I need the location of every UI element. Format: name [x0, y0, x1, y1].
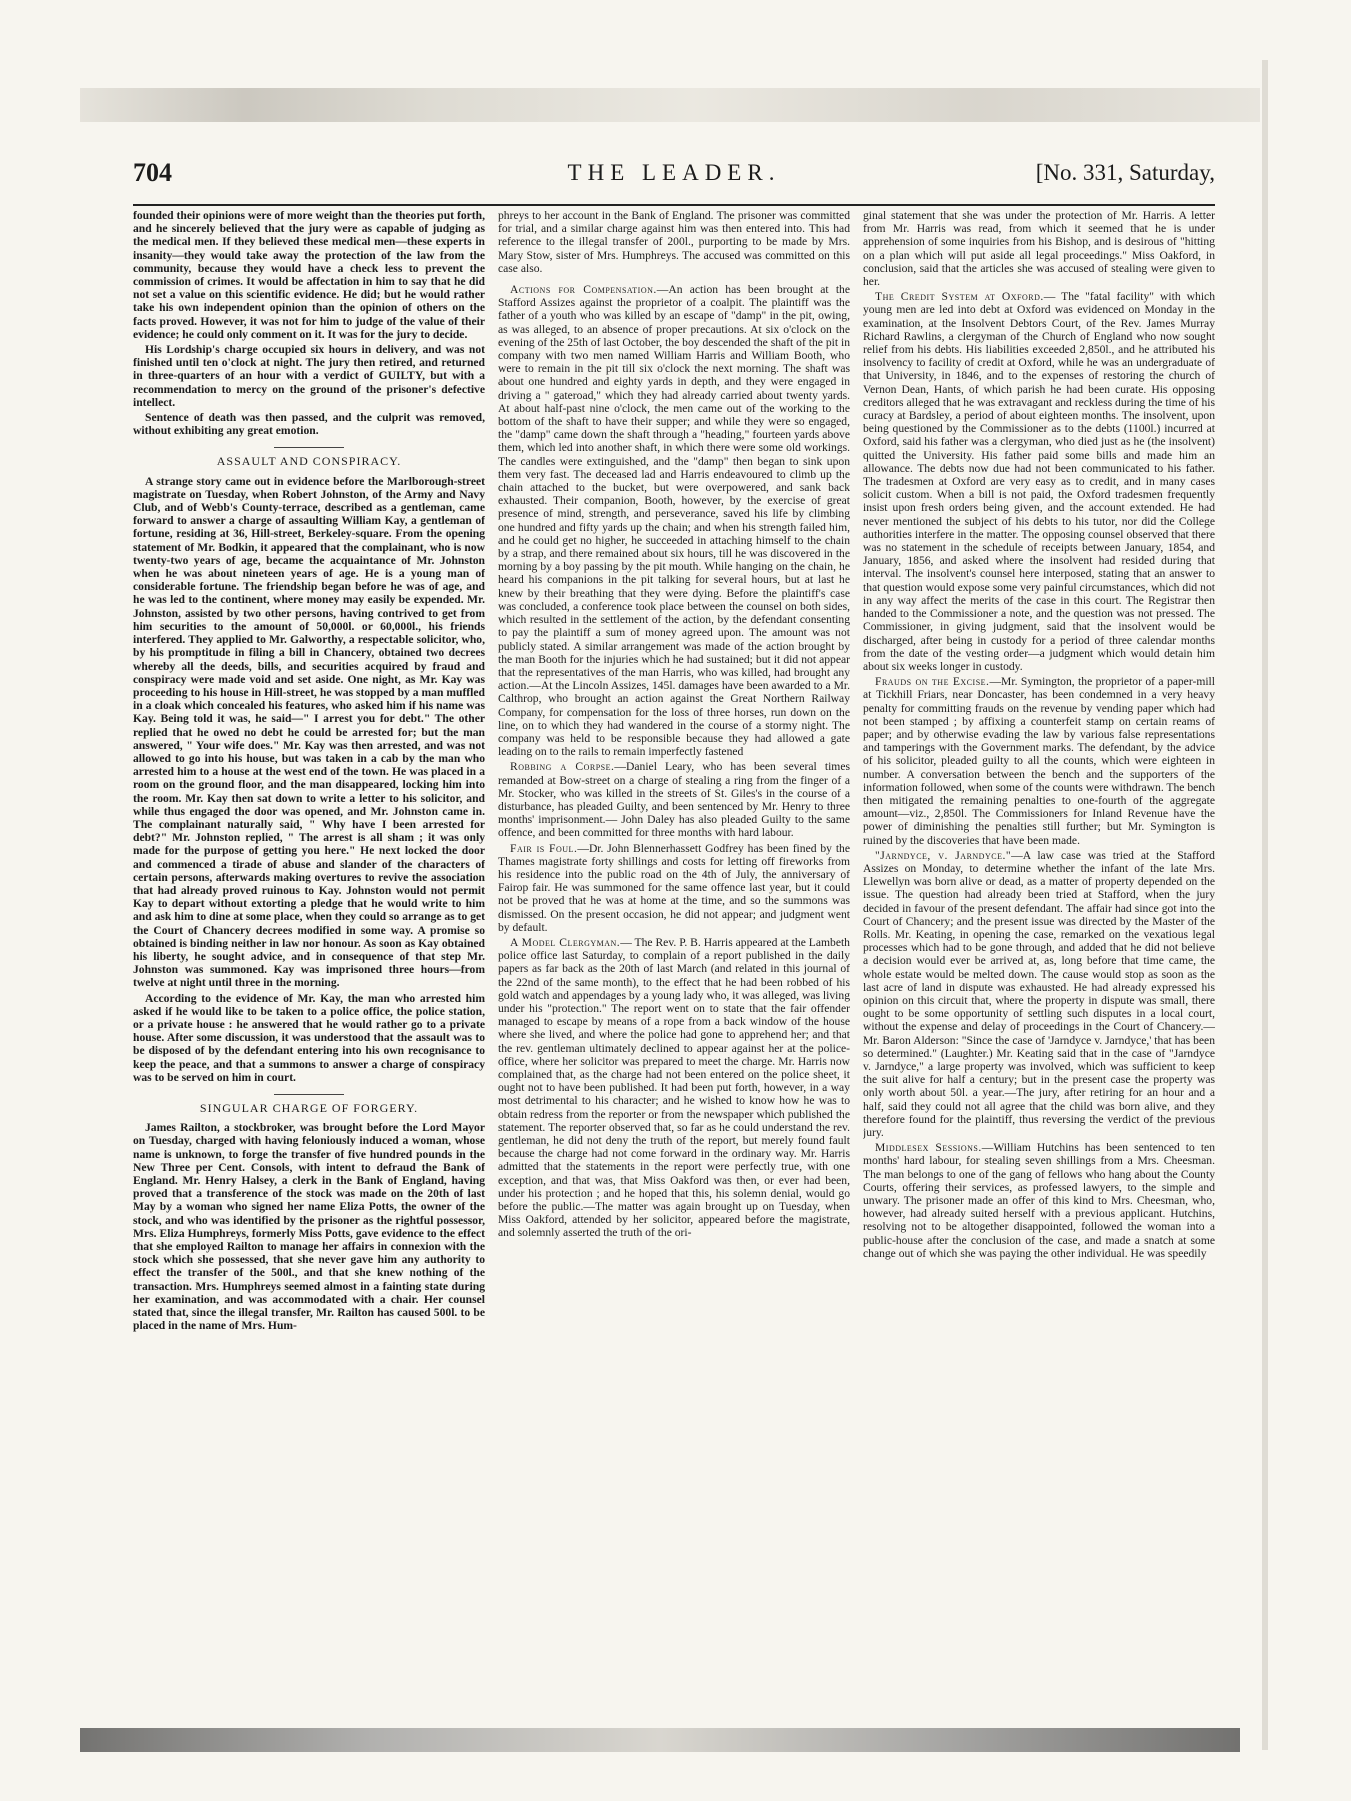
- paragraph: Middlesex Sessions.—William Hutchins has been sentenced to ten months' hard labour, for stealing seven shillings from a Mrs. Cheesman. The man belongs to one of the gang of fellows who hang about the County Courts, offering their services, as professed lawyers, to the simple and unwary. The prisoner made an offer of this kind to Mrs. Cheesman, who, however, had already suited herself with a previous applicant. Hutchins, resolving not to be altogether disappointed, followed the woman into a public-house after the conclusion of the case, and made a snatch at some change out of which she was paying the other individual. He was speedily: [863, 1141, 1215, 1260]
- run-in-heading: Actions for Compensation.: [510, 283, 657, 297]
- run-in-heading: The Credit System at Oxford.: [875, 290, 1044, 304]
- paragraph: According to the evidence of Mr. Kay, the man who arrested him asked if he would like to be taken to a police office, the police station, or a private house : he answered that he would rather go to a private house. After some discussion, it was understood that the assault was to be disposed of by the defendant entering into his own recognisance to keep the peace, and that a summons to answer a charge of conspiracy was to be served on him in court.: [133, 991, 485, 1084]
- section-heading-assault: ASSAULT AND CONSPIRACY.: [133, 447, 485, 468]
- paragraph: Robbing a Corpse.—Daniel Leary, who has been several times remanded at Bow-street on a charge of stealing a ring from the finger of a Mr. Stocker, who was killed in the streets of St. Giles's in the course of a disturbance, has pleaded Guilty, and been sentenced by Mr. Henry to three months' imprisonment.— John Daley has also pleaded Guilty to the same offence, and been committed for three months with hard labour.: [498, 760, 850, 840]
- run-in-heading: Fair is Foul.: [510, 841, 578, 855]
- page-header: [133, 158, 1215, 202]
- section-heading-forgery: SINGULAR CHARGE OF FORGERY.: [133, 1094, 485, 1115]
- paragraph: Actions for Compensation.—An action has been brought at the Stafford Assizes against the proprietor of a coalpit. The plaintiff was the father of a youth who was killed by an escape of "damp" in the pit, owing, as was alleged, to an absence of proper precautions. At six o'clock on the evening of the 25th of last October, the boy descended the shaft of the pit in company with two men named William Harris and William Booth, who were to remain in the pit till six o'clock the next morning. The shaft was about one hundred and eighty yards in depth, and they were engaged in driving a " gateroad," which they had already carried about twenty yards. At about half-past nine o'clock, the men came out of the working to the bottom of the shaft to have their supper; and while they were so engaged, the "damp" came down the shaft through a "heading," fourteen yards above them, which led into another shaft, in which there were some old workings. The candles were extinguished, and the "damp" then began to sink upon them very fast. The deceased lad and Harris endeavoured to climb up the chain attached to the bucket, but were overpowered, and sank back exhausted. Their companion, Booth, however, by the exercise of great presence of mind, strength, and perseverance, saved his life by climbing one hundred and fifty yards up the chain; and when his strength failed him, and he could get no higher, he succeeded in attaching himself to the chain by a strap, and there remained about six hours, till he was discovered in the morning by a boy passing by the pit mouth. While hanging on the chain, he heard his companions in the pit talking for several hours, but at last he knew by their breathing that they were dying. Before the plaintiff's case was concluded, a conference took place between the counsel on both sides, which resulted in the settlement of the action, by the defendant consenting to pay the plaintiff a sum of money agreed upon. The amount was not publicly stated. A similar arrangement was made of the action brought by the man Booth for the injuries which he had sustained; but it did not appear that the representatives of the man Harris, who was killed, had brought any action.—At the Lincoln Assizes, 145l. damages have been awarded to a Mr. Calthrop, who brought an action against the Great Northern Railway Company, for compensation for the loss of three horses, run down on the line, on to which they had wandered in the course of a stormy night. The company was held to be responsible because they had allowed a gate leading on to the rails to remain imperfectly fastened: [498, 283, 850, 759]
- paragraph: Fair is Foul.—Dr. John Blennerhassett Godfrey has been fined by the Thames magistrate forty shillings and costs for letting off fireworks from his residence into the public road on the 4th of July, the anniversary of Fairop fair. He was summoned for the same offence last year, but it could not be proved that he was at home at the time, and so the summons was dismissed. On the present occasion, he did not appear; and judgment went by default.: [498, 841, 850, 934]
- scan-artifact-top: [80, 88, 1260, 122]
- scan-artifact-bottom: [80, 1728, 1240, 1752]
- column-3: [863, 209, 1215, 1714]
- paragraph: His Lordship's charge occupied six hours in delivery, and was not finished until ten o'clock at night. The jury then retired, and returned in three-quarters of an hour with a verdict of GUILTY, but with a recommendation to mercy on the ground of the prisoner's defective intellect.: [133, 343, 485, 409]
- paragraph: Sentence of death was then passed, and the culprit was removed, without exhibiting any great emotion.: [133, 411, 485, 438]
- run-in-heading: A Model Clergyman.: [510, 935, 621, 949]
- page-title: THE LEADER.: [567, 160, 781, 185]
- column-2: [498, 209, 850, 1714]
- paragraph: A Model Clergyman.— The Rev. P. B. Harris appeared at the Lambeth police office last Saturday, to complain of a report published in the daily papers as far back as the 20th of last March (and related in this journal of the 22nd of the same month), to the effect that he had been robbed of his gold watch and appendages by a young lady who, it was alleged, was living under his "protection." The report went on to state that the fair offender managed to escape by means of a rope from a back window of the house where she lived, and where the police had gone to apprehend her; and that the rev. gentleman ultimately declined to appear against her at the police-office, where her solicitor was prepared to meet the charge. Mr. Harris now complained that, as the charge had not been entered on the police sheet, it ought not to have been published. It had been put forth, however, in a way most detrimental to his character; and he wished to know how he was to obtain redress from the reporter or from the newspaper which published the statement. The reporter observed that, so far as he could understand the rev. gentleman, he did not deny the truth of the report, but merely found fault because the charge had not come forward in the ordinary way. Mr. Harris admitted that the statements in the report were perfectly true, with one exception, and that was, that Miss Oakford was then, or ever had been, under his protection ; and he hoped that this, his solemn denial, would go before the public.—The matter was again brought up on Tuesday, when Miss Oakford, attended by her solicitor, appeared before the magistrate, and solemnly asserted the truth of the ori-: [498, 935, 850, 1240]
- scan-artifact-right: [1262, 60, 1268, 1750]
- paragraph: The Credit System at Oxford.— The "fatal facility" with which young men are led into debt at Oxford was evidenced on Monday in the examination, at the Insolvent Debtors Court, of the Rev. James Murray Richard Rawlins, a clergyman of the Church of England who now sought relief from his debts. His liabilities exceeded 2,850l., and he attributed his insolvency to facility of credit at Oxford, while he was an undergraduate of that University, in 1846, and to the expenses of restoring the church of Vernon Dean, Hants, of which parish he had been curate. His opposing creditors alleged that he was extravagant and reckless during the time of his curacy at Bardsley, a period of about eighteen months. The insolvent, upon being questioned by the Commissioner as to the debts (1100l.) incurred at Oxford, said his father was a clergyman, who died just as he (the insolvent) quitted the University. His father paid some bills and made him an allowance. The debts now due had not been communicated to his father. The tradesmen at Oxford are very easy as to credit, and in many cases solicit custom. When a bill is not paid, the Oxford tradesmen frequently insist upon fresh orders being given, and the account extended. He had never mentioned the subject of his debts to his tutor, nor did the College authorities interfere in the matter. The opposing counsel observed that there was no statement in the schedule of receipts between January, 1854, and January, 1856, and asked where the insolvent had resided during that interval. The insolvent's counsel here interposed, stating that an answer to that question would expose some very painful circumstances, which did not in any way affect the merits of the case in this court. The Registrar then handed to the Commissioner a note, and the question was not pressed. The Commissioner, in giving judgment, said that the insolvent would be discharged, after being in custody for a period of three calendar months from the date of the vesting order—a judgment which would detain him about six weeks longer in custody.: [863, 290, 1215, 673]
- run-in-heading: Frauds on the Excise.: [875, 675, 990, 689]
- paragraph: Frauds on the Excise.—Mr. Symington, the proprietor of a paper-mill at Tickhill Friars, near Doncaster, has been condemned in a very heavy penalty for committing frauds on the revenue by vending paper which had not been stamped ; by affixing a counterfeit stamp on certain reams of paper; and by otherwise evading the law by various false representations and tamperings with the Government marks. The defendant, by the advice of his solicitor, pleaded guilty to all the counts, which were eighteen in number. A conversation between the bench and the supporters of the information followed, when some of the counts were withdrawn. The bench then mitigated the remaining penalties to one-fourth of the aggregate amount—viz., 2,850l. The Commissioners for Inland Revenue have the power of diminishing the penalties still further; but Mr. Symington is ruined by the discoveries that have been made.: [863, 675, 1215, 847]
- paragraph: James Railton, a stockbroker, was brought before the Lord Mayor on Tuesday, charged with having feloniously induced a woman, whose name is unknown, to forge the transfer of five hundred pounds in the New Three per Cent. Consols, with intent to defraud the Bank of England. Mr. Henry Halsey, a clerk in the Bank of England, having proved that a transference of the stock was made on the 20th of last May by a woman who signed her name Eliza Potts, the owner of the stock, and who was identified by the prisoner as the rightful possessor, Mrs. Eliza Humphreys, formerly Miss Potts, gave evidence to the effect that she employed Railton to manage her affairs in connexion with the stock which she possessed, that she never gave him any authority to effect the transfer of the 500l., and that she knew nothing of the transaction. Mrs. Humphreys seemed almost in a fainting state during her examination, and was accommodated with a chair. Her counsel stated that, since the illegal transfer, Mr. Railton has caused 500l. to be placed in the name of Mrs. Hum-: [133, 1121, 485, 1333]
- page-number: 704: [133, 158, 172, 187]
- paragraph: founded their opinions were of more weight than the theories put forth, and he sincerely believed that the jury were as capable of judging as the medical men. If they believed these medical men—these experts in insanity—they would take away the protection of the law from the community, because they would have a check less to prevent the commission of crimes. It would be affectation in him to say that he did not set a value on this scientific evidence. He did; but he would rather take his own independent opinion than the opinion of others on the facts proved. However, it was not for him to judge of the value of their evidence; he could only comment on it. It was for the jury to decide.: [133, 209, 485, 341]
- issue-label: [No. 331, Saturday,: [1035, 160, 1215, 185]
- paragraph: ginal statement that she was under the protection of Mr. Harris. A letter from Mr. Harris was read, from which it seemed that he is under apprehension of some inquiries from his Bishop, and is desirous of "hitting on a plan which will put aside all legal proceedings." Miss Oakford, in conclusion, said that the articles she was accused of stealing were given to her.: [863, 209, 1215, 289]
- run-in-heading: Robbing a Corpse.: [510, 760, 615, 774]
- header-rule: [133, 204, 1215, 206]
- column-1: [133, 209, 485, 1714]
- paragraph: "Jarndyce, v. Jarndyce."—A law case was tried at the Stafford Assizes on Monday, to determine whether the infant of the late Mrs. Llewellyn was born alive or dead, as a matter of property depended on the issue. The question had already been tried at Stafford, when the jury decided in favour of the present defendant. The affair had since got into the Court of Chancery; and the present issue was directed by the Master of the Rolls. Mr. Keating, in opening the case, remarked on the vexatious legal processes which had to be gone through, and added that he did not believe a decision would ever be arrived at, as, long before that time came, the whole estate would be melted down. The cause would stop as soon as the last acre of land in dispute was exhausted. He had already expressed his opinion on this circuit that, where the property in dispute was small, there ought to be some opportunity of settling such disputes in a local court, without the expense and delay of proceedings in the Court of Chancery.—Mr. Baron Alderson: "Since the case of 'Jarndyce v. Jarndyce,' that has been so determined." (Laughter.) Mr. Keating said that in the case of "Jarndyce v. Jarndyce," a large property was involved, which was sufficient to keep the suit alive for half a century; but in the present case the property was only worth about 50l. a year.—The jury, after retiring for an hour and a half, said they could not all agree that the child was born alive, and they therefore found for the plaintiff, thus reversing the verdict of the previous jury.: [863, 848, 1215, 1140]
- paragraph: A strange story came out in evidence before the Marlborough-street magistrate on Tuesday, when Robert Johnston, of the Army and Navy Club, and of Webb's County-terrace, described as a gentleman, came forward to answer a charge of assaulting William Kay, a gentleman of fortune, residing at 36, Hill-street, Berkeley-square. From the opening statement of Mr. Bodkin, it appeared that the complainant, who is now twenty-two years of age, became the acquaintance of Mr. Johnston when he was about nineteen years of age. He is a young man of considerable fortune. The friendship began before he was of age, and he was led to the continent, where money may easily be expended. Mr. Johnston, assisted by two other persons, having contrived to get from him securities to the amount of 50,000l. or 60,000l., his friends interfered. They applied to Mr. Galworthy, a respectable solicitor, who, by his promptitude in filing a bill in Chancery, obtained two decrees whereby all the deeds, bills, and securities acquired by fraud and conspiracy were made void and set aside. One night, as Mr. Kay was proceeding to his house in Hill-street, he was stopped by a man muffled in a cloak which concealed his features, who asked him if his name was Kay. Being told it was, he said—" I arrest you for debt." The other replied that he owed no debt he could be arrested for; but the man answered, " Your wife does." Mr. Kay was then arrested, and was not allowed to go into his house, but was taken in a cab by the man who arrested him to a house at the west end of the town. He was placed in a room on the ground floor, and the man disappeared, locking him into the room. Mr. Kay then sat down to write a letter to his solicitor, and while thus engaged the door was opened, and Mr. Johnston came in. The complainant naturally said, " Why have I been arrested for debt?" Mr. Johnston replied, " The arrest is all sham ; it was only made for the purpose of getting you here." He next locked the door and commenced a tirade of abuse and slander of the characters of certain persons, afterwards making overtures to revive the association that had already proved ruinous to Kay. Johnston would not permit Kay to depart without extorting a pledge that he would write to him and ask him to dine at some place, when they could so arrange as to get the Court of Chancery decrees modified in some way. A promise so obtained is binding neither in law nor honour. As soon as Kay obtained his liberty, he sought advice, and in consequence of that step Mr. Johnston was summoned. Kay was imprisoned three hours—from twelve at night until three in the morning.: [133, 474, 485, 990]
- paragraph: phreys to her account in the Bank of England. The prisoner was committed for trial, and a similar charge against him was then entered into. This had reference to the illegal transfer of 200l., purporting to be made by Mrs. Mary Stow, sister of Mrs. Humphreys. The accused was committed on this case also.: [498, 209, 850, 275]
- run-in-heading: Middlesex Sessions.: [875, 1141, 982, 1155]
- run-in-heading: "Jarndyce, v. Jarndyce.": [875, 848, 1012, 862]
